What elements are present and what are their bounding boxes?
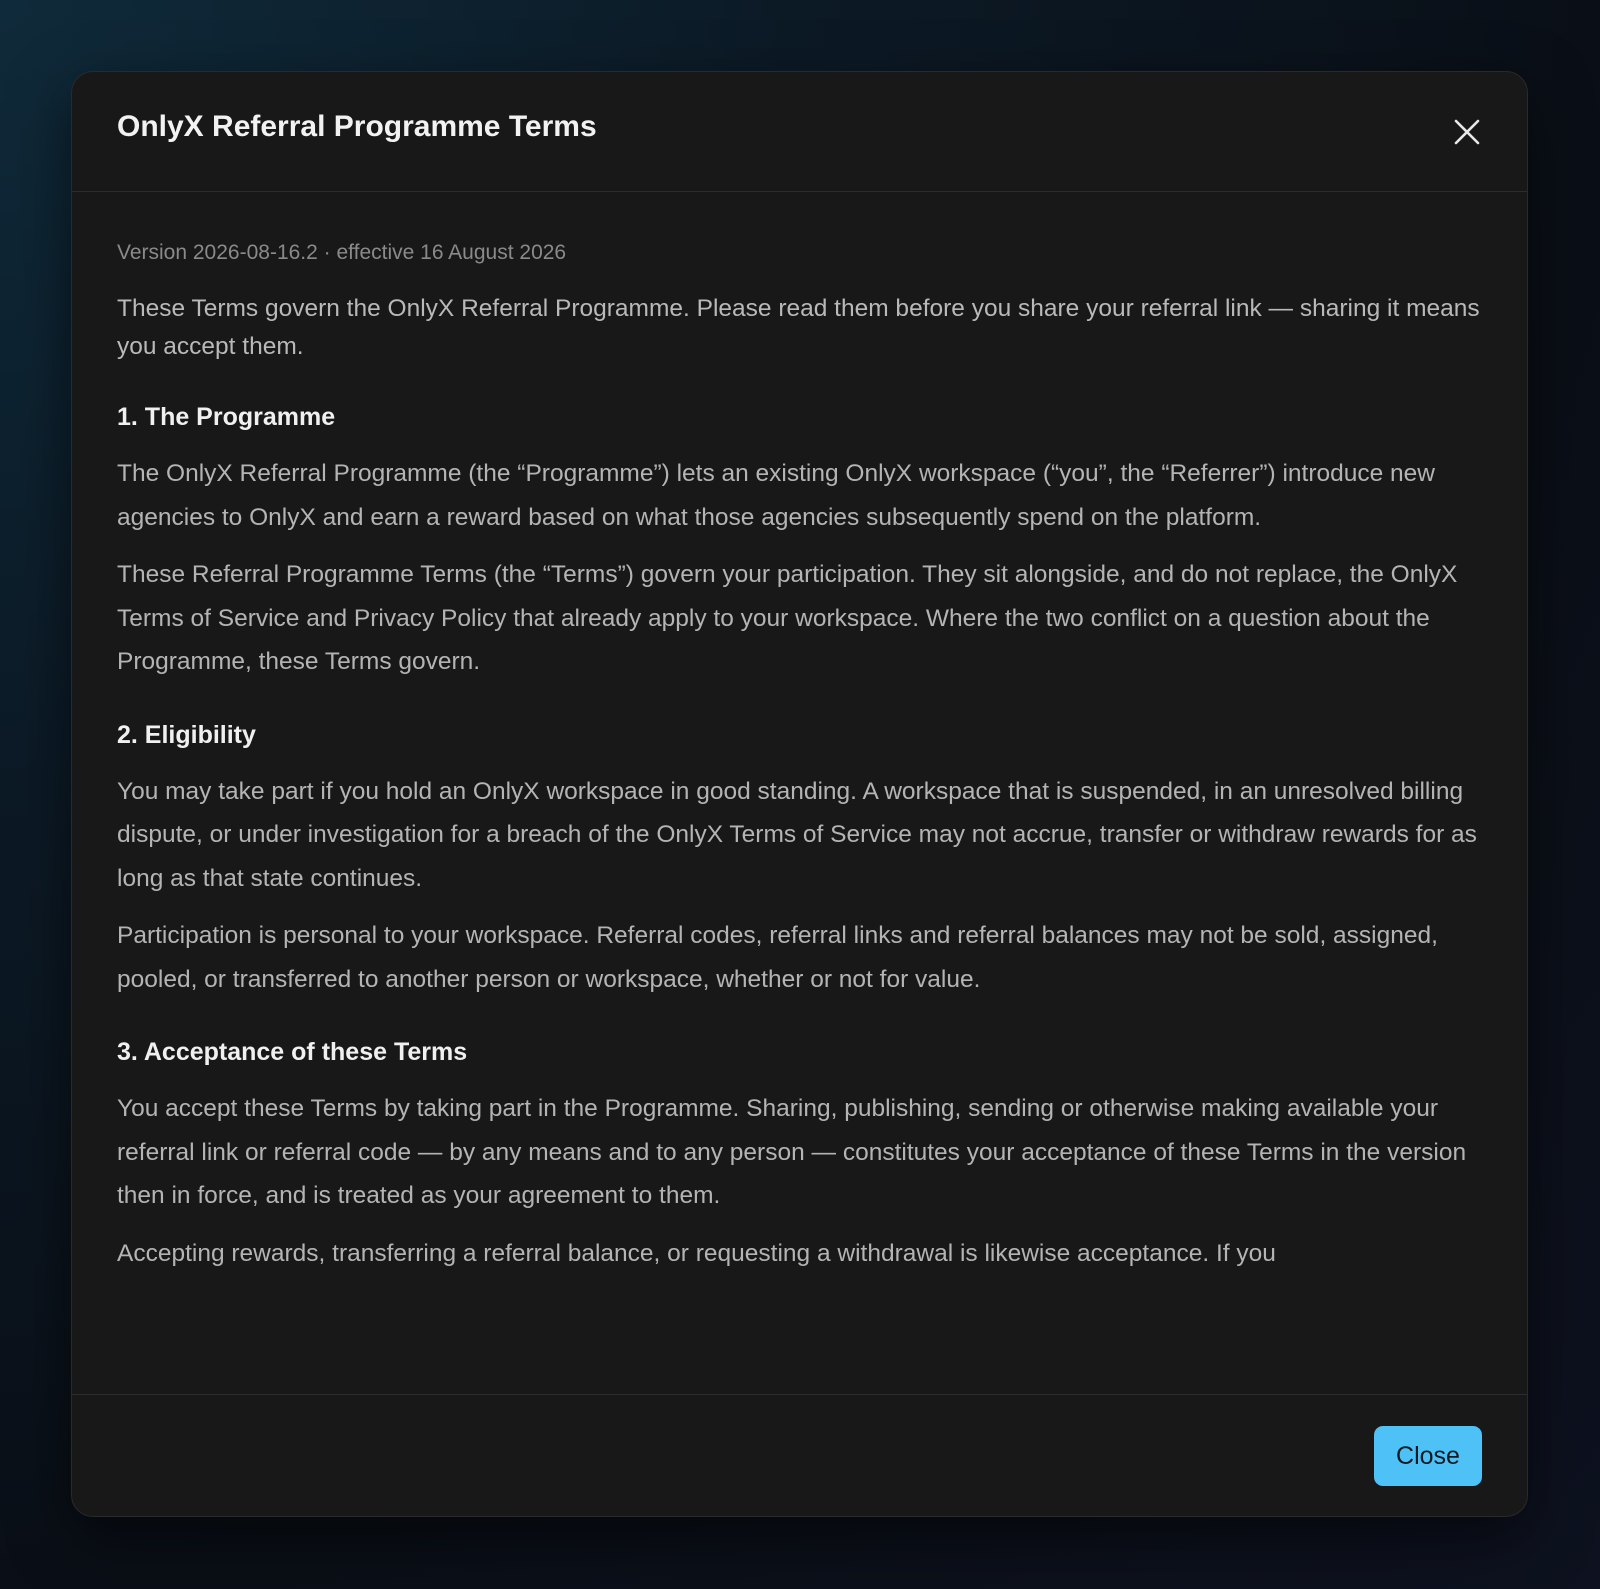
section-heading: 2. Eligibility xyxy=(117,720,256,749)
terms-modal xyxy=(71,71,1528,1517)
modal-header xyxy=(72,72,1527,192)
close-icon[interactable] xyxy=(1447,112,1487,152)
section-acceptance xyxy=(117,1035,1482,1275)
intro-paragraph: These Terms govern the OnlyX Referral Programme. Please read them before you share your referral link — sharing it means you accept them. xyxy=(117,295,1480,360)
modal-footer xyxy=(72,1394,1527,1516)
close-button[interactable]: Close xyxy=(1374,1426,1482,1486)
version-line: Version 2026-08-16.2 · effective 16 August 2026 xyxy=(117,241,567,264)
section-paragraph: The OnlyX Referral Programme (the “Programme”) lets an existing OnlyX workspace (“you”, the “Referrer”) introduce new agencies to OnlyX and earn a reward based on what those agencies subsequently spend on the platform. xyxy=(117,460,1435,531)
section-paragraph: Accepting rewards, transferring a referral balance, or requesting a withdrawal is likewise acceptance. If you xyxy=(117,1239,1276,1267)
section-paragraph: You accept these Terms by taking part in the Programme. Sharing, publishing, sending or otherwise making available your referral link or referral code — by any means and to any person — constitutes your acceptance of these Terms in the version then in force, and is treated as your agreement to them. xyxy=(117,1095,1467,1209)
section-paragraph: You may take part if you hold an OnlyX workspace in good standing. A workspace that is suspended, in an unresolved billing dispute, or under investigation for a breach of the OnlyX Terms of Service may not accrue, transfer or withdraw rewards for as long as that state continues. xyxy=(117,777,1477,892)
close-icon-glyph xyxy=(1454,119,1480,145)
section-paragraph: Participation is personal to your workspace. Referral codes, referral links and referral balances may not be sold, assigned, pooled, or transferred to another person or workspace, whether or not for value. xyxy=(117,922,1438,993)
section-heading: 3. Acceptance of these Terms xyxy=(117,1038,468,1066)
section-eligibility xyxy=(117,718,1482,1002)
modal-body[interactable] xyxy=(72,193,1527,1467)
section-programme xyxy=(117,400,1482,684)
terms-scroll-area[interactable] xyxy=(117,193,1482,1392)
modal-title: OnlyX Referral Programme Terms xyxy=(117,110,597,143)
section-paragraph: These Referral Programme Terms (the “Terms”) govern your participation. They sit alongside, and do not replace, the OnlyX Terms of Service and Privacy Policy that already apply to your workspace. Where the two conflict on a question about the Programme, these Terms govern. xyxy=(117,561,1458,675)
scroll-fade xyxy=(117,1362,1482,1392)
section-heading: 1. The Programme xyxy=(117,403,336,431)
